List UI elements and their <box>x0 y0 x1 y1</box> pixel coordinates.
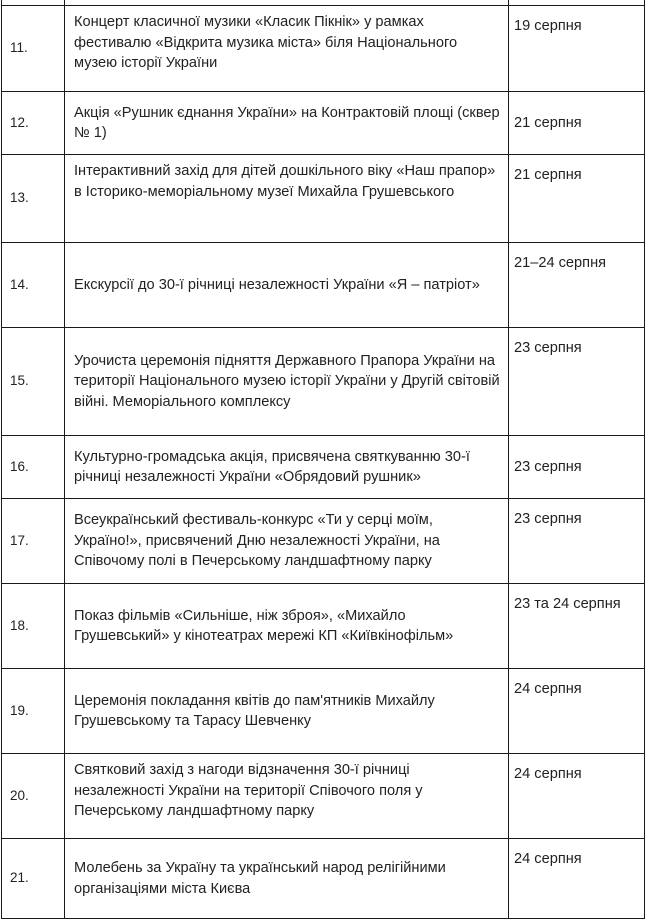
event-number: 15. <box>2 328 65 436</box>
event-date: 21–24 серпня <box>509 243 645 328</box>
table-row <box>2 6 645 92</box>
event-date: 19 серпня <box>509 6 645 92</box>
event-description: Молебень за Україну та український народ релігійними організаціями міста Києва <box>65 839 509 919</box>
event-number: 18. <box>2 584 65 669</box>
event-number: 12. <box>2 92 65 155</box>
event-description: Церемонія покладання квітів до пам'ятників Михайлу Грушевському та Тарасу Шевченку <box>65 669 509 754</box>
event-description: Святковий захід з нагоди відзначення 30-ї річниці незалежності України на території Співочого поля у Печерському ландшафтному парку <box>65 754 509 839</box>
table-row <box>2 584 645 669</box>
event-date: 24 серпня <box>509 669 645 754</box>
event-number: 20. <box>2 754 65 839</box>
event-date: 23 серпня <box>509 436 645 499</box>
events-table <box>1 0 645 919</box>
event-number: 17. <box>2 499 65 584</box>
event-description: Всеукраїнський фестиваль-конкурс «Ти у серці моїм, Україно!», присвячений Дню незалежності України, на Співочому полі в Печерському ландшафтному парку <box>65 499 509 584</box>
event-description: Показ фільмів «Сильніше, ніж зброя», «Михайло Грушевський» у кінотеатрах мережі КП «Київкінофільм» <box>65 584 509 669</box>
event-date: 23 серпня <box>509 499 645 584</box>
event-date: 23 та 24 серпня <box>509 584 645 669</box>
event-date: 23 серпня <box>509 328 645 436</box>
event-number: 13. <box>2 155 65 243</box>
event-number: 19. <box>2 669 65 754</box>
event-date: 24 серпня <box>509 839 645 919</box>
table-row <box>2 436 645 499</box>
table-row <box>2 669 645 754</box>
event-description: Екскурсії до 30-ї річниці незалежності України «Я – патріот» <box>65 243 509 328</box>
table-row <box>2 155 645 243</box>
event-number: 11. <box>2 6 65 92</box>
table-row <box>2 328 645 436</box>
event-date: 21 серпня <box>509 92 645 155</box>
table-row <box>2 499 645 584</box>
event-date: 24 серпня <box>509 754 645 839</box>
event-description: Концерт класичної музики «Класик Пікнік» у рамках фестивалю «Відкрита музика міста» біля Національного музею історії України <box>65 6 509 92</box>
table-row <box>2 754 645 839</box>
event-number: 16. <box>2 436 65 499</box>
event-description: Урочиста церемонія підняття Державного Прапора України на території Національного музею історії України у Другій світовій війні. Меморіального комплексу <box>65 328 509 436</box>
table-row <box>2 92 645 155</box>
table-row <box>2 243 645 328</box>
event-description: Акція «Рушник єднання України» на Контрактовій площі (сквер № 1) <box>65 92 509 155</box>
event-description: Культурно-громадська акція, присвячена святкуванню 30-ї річниці незалежності України «Обрядовий рушник» <box>65 436 509 499</box>
event-number: 14. <box>2 243 65 328</box>
event-number: 21. <box>2 839 65 919</box>
event-description: Інтерактивний захід для дітей дошкільного віку «Наш прапор» в Історико-меморіальному музеї Михайла Грушевського <box>65 155 509 243</box>
event-date: 21 серпня <box>509 155 645 243</box>
